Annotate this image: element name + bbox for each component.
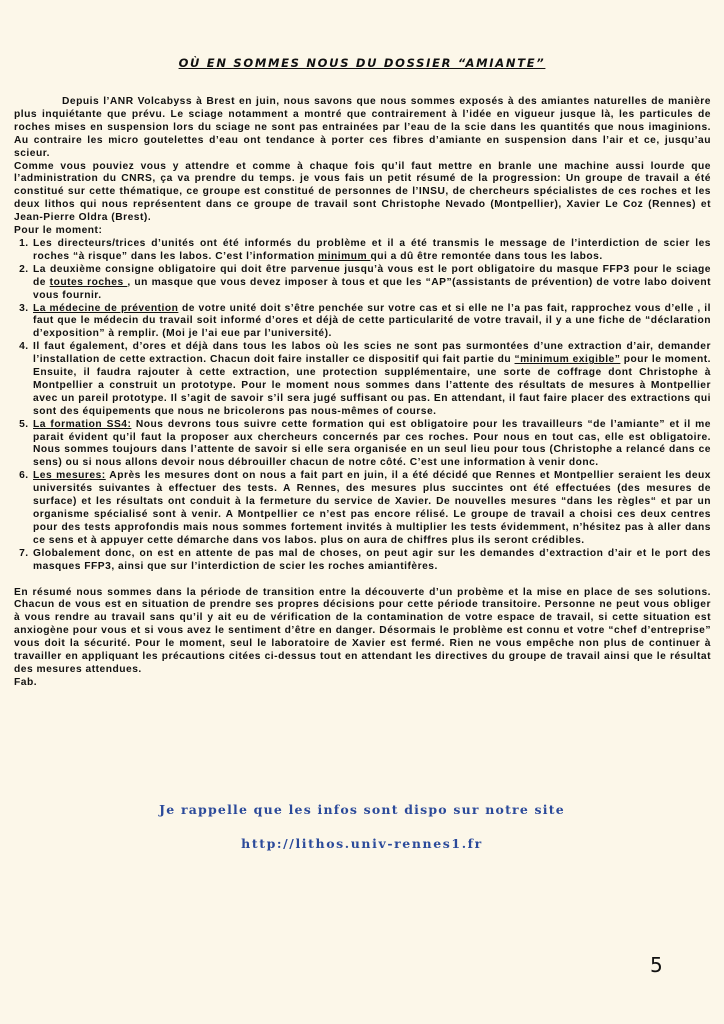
list-item-2 bbox=[32, 264, 711, 303]
spacer bbox=[14, 574, 711, 587]
item-text: qui a dû être remontée dans tous les labos. bbox=[370, 250, 603, 262]
item-text: La deuxième consigne obligatoire qui doit être parvenue jusqu’à vous est le port obligatoire du masque FFP3 pour le sciage de bbox=[33, 263, 711, 288]
site-url-link[interactable]: http://lithos.univ-rennes1.fr bbox=[241, 836, 483, 851]
item-emphasis: La médecine de prévention bbox=[33, 302, 179, 314]
list-item-3 bbox=[32, 303, 711, 342]
document-title: OÙ EN SOMMES NOUS DU DOSSIER “AMIANTE” bbox=[178, 56, 546, 70]
item-text: , un masque que vous devez imposer à tous et que les “AP”(assistants de prévention) de votre labo doivent vous fournir. bbox=[33, 276, 712, 301]
list-item-6 bbox=[32, 470, 711, 547]
item-text: Nous devrons tous suivre cette formation qui est obligatoire pour les travailleurs “de l’amiante” et il me parait évident qu’il faut la proposer aux chercheurs concernés par ces roches. Pour nous en tout cas, elle est obligatoire. Nous sommes toujours dans l’attente de savoir si elle sera organisée en un seul lieu pour tous (Christophe a relancé dans ce sens) ou si nous allons devoir nous débrouiller chacun de notre côté. C’est une information à venir donc. bbox=[33, 418, 711, 469]
signature: Fab. bbox=[14, 676, 38, 688]
page-number: 5 bbox=[650, 953, 663, 977]
list-item-5 bbox=[32, 419, 711, 471]
item-text: Globalement donc, on est en attente de pas mal de choses, on peut agir sur les demandes d’extraction d’air et le port des masques FFP3, ainsi que sur l’interdiction de scier les roches amiantifères. bbox=[33, 547, 711, 572]
document-body bbox=[14, 96, 711, 690]
item-text: de votre unité doit s’être penchée sur votre cas et si elle ne l’a pas fait, rapprochez vous d’elle , il faut que le médecin du travail soit informé d’ores et déjà de cette particularité de votre travail, il y a une fiche de “déclaration d’exposition” à remplir. (Moi je l’ai eue par l’université). bbox=[33, 302, 711, 340]
item-text: Il faut également, d’ores et déjà dans tous les labos où les scies ne sont pas surmontées d’une extraction d’air, demander l’installation de cette extraction. Chacun doit faire installer ce dispositif qui fait partie du bbox=[33, 341, 711, 366]
item-text: pour le moment. Ensuite, il faudra rajouter à cette extraction, une protection supplémentaire, une sorte de coffrage dont Christophe à Montpellier a construit un prototype. Pour le moment nous sommes dans l’attente des résultats de mesures à Montpellier avec un pareil prototype. Il s’agit de savoir s’il sera jugé suffisant ou pas. En attendant, il faut faire placer des extractions qui sont des équipements que nous ne bricolerons pas nous-mêmes of course. bbox=[33, 354, 712, 417]
item-emphasis: toutes roches bbox=[49, 276, 128, 288]
intro-paragraph-3: Pour le moment: bbox=[14, 225, 103, 237]
site-reminder: Je rappelle que les infos sont dispo sur notre site bbox=[159, 802, 565, 817]
summary-paragraph: En résumé nous sommes dans la période de transition entre la découverte d’un probème et la mise en place de ses solutions. Chacun de vous est en situation de prendre ses propres décisions pour cette période transitoire. Personne ne peut vous obliger à vous rendre au travail sans qu’il y ait eu de vérification de la contamination de votre espace de travail, si cette situation est anxiogène pour vous et si vous avez le sentiment d’être en danger. Désormais le problème est connu et votre “chef d’entreprise” vous doit la sécurité. Pour le moment, seul le laboratoire de Xavier est fermé. Rien ne vous empêche non plus de continuer à travailler en appliquant les précautions citées ci-dessus tout en attendant les directives du groupe de travail ainsi que le résultat des mesures attendues. bbox=[14, 586, 711, 675]
item-emphasis: “minimum exigible” bbox=[514, 354, 621, 366]
item-text: Après les mesures dont on nous a fait part en juin, il a été décidé que Rennes et Montpellier seraient les deux universités suivantes à effectuer des tests. A Rennes, des mesures plus succintes ont été effectuées (des mesures de surface) et les résultats ont conduit à la fermeture du service de Xavier. De nouvelles mesures “dans les règles“ et par un organisme spécialisé sont à venir. A Montpellier ce n’est pas encore rélisé. Le groupe de travail a choisi ces deux centres pour des tests approfondis mais nous sommes fortement invités à multiplier les tests évidemment, n’hésitez pas à aller dans ce sens et à appuyer cette démarche dans vos labos. plus on aura de chiffres plus ils seront crédibles. bbox=[33, 470, 712, 546]
list-item-7 bbox=[32, 548, 711, 574]
item-emphasis: Les mesures: bbox=[33, 470, 106, 482]
list-item-4 bbox=[32, 341, 711, 418]
list-item-1 bbox=[32, 238, 711, 264]
action-list bbox=[14, 238, 711, 574]
item-emphasis: minimum bbox=[318, 250, 371, 262]
item-emphasis: La formation SS4: bbox=[33, 418, 132, 430]
intro-paragraph-1: Depuis l’ANR Volcabyss à Brest en juin, nous savons que nous sommes exposés à des amiantes naturelles de manière plus inquiétante que prévu. Le sciage notamment a montré que contrairement à l’idée en vigueur jusque là, les particules de roches mises en suspension lors du sciage ne sont pas entrainées par l’eau de la scie dans les quantités que nous imaginions. Au contraire les micro goutelettes d’eau ont tendance à porter ces fibres d’amiante en suspension dans l’air et ce, jusqu’au scieur. bbox=[14, 96, 711, 159]
intro-paragraph-2: Comme vous pouviez vous y attendre et comme à chaque fois qu’il faut mettre en branle une machine aussi lourde que l’administration du CNRS, ça va prendre du temps. je vous fais un petit résumé de la progression: Un groupe de travail a été constitué sur cette thématique, ce groupe est constitué de personnes de l’INSU, de chercheurs spécialistes de ces roches et les deux lithos qui nous représentent dans ce groupe de travail sont Christophe Nevado (Montpellier), Xavier Le Coz (Rennes) et Jean-Pierre Oldra (Brest). bbox=[14, 160, 711, 224]
item-text: Les directeurs/trices d’unités ont été informés du problème et il a été transmis le message de l’interdiction de scier les roches “à risque” dans les labos. C’est l’information bbox=[33, 237, 711, 262]
